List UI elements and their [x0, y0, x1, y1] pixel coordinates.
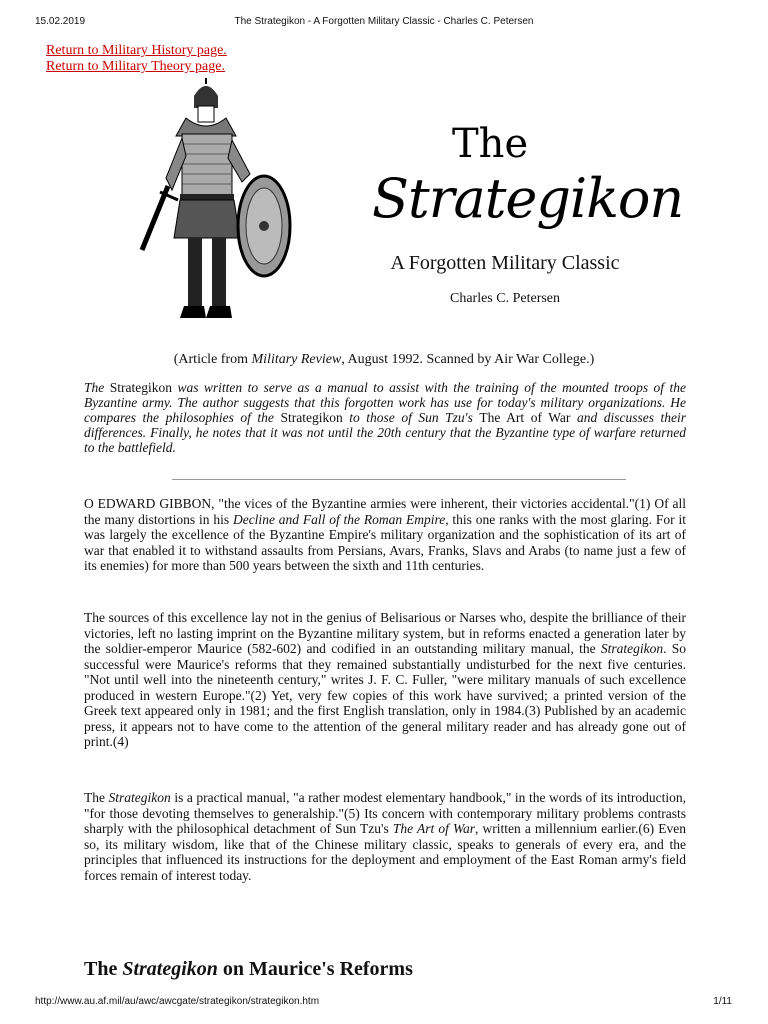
title-the: The	[452, 121, 529, 167]
source-note-suffix: , August 1992. Scanned by Air War College.)	[341, 352, 595, 367]
paragraph-2	[84, 610, 686, 750]
p3-a: The	[84, 790, 105, 805]
abstract-t1: The	[84, 380, 105, 395]
p1-book-title: Decline and Fall of the Roman Empire	[232, 511, 446, 527]
nav-links	[46, 43, 227, 75]
abstract-strategikon-1: Strategikon	[109, 380, 172, 395]
page-number: 1/11	[713, 996, 732, 1007]
p2-c: . So successful were Maurice's reforms that they remained substantially undisturbed for the next five centuries. "Not until well into the nineteenth century," writes J. F. C. Fuller, "were military manuals of such excellence produced in western Europe."(2) Yet, very few copies of this work have survived; a printed version of the Greek text appeared only in 1981; and the first English translation, only in 1984.(3) Published by an academic press, it appears not to have come to the attention of the general military reader and has already gone out of print.(4)	[84, 641, 686, 749]
abstract-strategikon-2: Strategikon	[280, 410, 343, 425]
title-strategikon: Strategikon	[372, 167, 684, 230]
author: Charles C. Petersen	[449, 291, 561, 306]
source-note	[84, 352, 684, 368]
p1-c: , this one ranks with the most glaring. For it was largely the excellence of the Byzantine Empire's military organization and the sophistication of its art of war that enabled it to withstand assaults from Persians, Avars, Franks, Slavs and Arabs (to name just a few of its enemies) for more than 500 years between the sixth and 11th centuries.	[84, 511, 686, 573]
source-note-journal: Military Review	[251, 352, 342, 367]
byzantine-soldier-illustration	[132, 78, 292, 328]
p2-a: The sources of this excellence lay not in the genius of Belisarious or Narses who, despite the brilliance of their victories, left no lasting imprint on the Byzantine military system, but in reforms enacted a generation later by the soldier-emperor Maurice (582-602) and codified in an outstanding military manual, the	[84, 610, 686, 656]
p3-art-of-war: The Art of War	[392, 821, 475, 836]
p3-c: is a practical manual, "a rather modest elementary handbook," in the words of its introduction, "for those devoting themselves to generalship."(5) Its concern with contemporary military problems contrasts sharply with the philosophical detachment of Sun Tzu's	[84, 790, 686, 836]
print-footer	[0, 996, 768, 1012]
p3-strategikon: Strategikon	[108, 790, 171, 805]
subtitle: A Forgotten Military Classic	[390, 252, 620, 274]
divider	[172, 479, 626, 480]
abstract-art-of-war: The Art of War	[479, 410, 571, 425]
print-title: The Strategikon - A Forgotten Military Classic - Charles C. Petersen	[234, 16, 534, 27]
source-note-prefix: (Article from	[173, 352, 252, 367]
abstract-t5: to those of Sun Tzu's	[349, 410, 473, 425]
abstract	[84, 380, 686, 455]
p3-e: , written a millennium earlier.(6) Even so, its military wisdom, like that of the Chinese military classic, speaks to generals of every era, and the principles that influenced its instructions for the deployment and employment of the East Roman army's field forces remain of interest today.	[84, 821, 686, 883]
section-heading	[84, 957, 413, 981]
heading-strategikon: Strategikon	[122, 958, 218, 980]
abstract-t3: was written to serve as a manual to assist with the training of the mounted troops of the Byzantine army. The author suggests that this forgotten work has use for today's military organizations. He compares the philosophies of the	[84, 380, 687, 425]
military-history-link[interactable]: Return to Military History page.	[46, 43, 227, 58]
paragraph-3	[84, 790, 686, 883]
print-date: 15.02.2019	[35, 16, 86, 27]
print-url: http://www.au.af.mil/au/awc/awcgate/strategikon/strategikon.htm	[35, 996, 320, 1007]
p2-strategikon: Strategikon	[600, 641, 664, 656]
paragraph-1	[84, 496, 686, 574]
p1-a: O EDWARD GIBBON, "the vices of the Byzantine armies were inherent, their victories accidental."(1) Of all the many distortions in his	[84, 496, 686, 527]
abstract-t7: and discusses their differences. Finally, he notes that it was not until the 20th century that the Byzantine type of warfare returned to the battlefield.	[84, 410, 687, 455]
military-theory-link[interactable]: Return to Military Theory page.	[46, 59, 225, 74]
print-header	[0, 6, 768, 27]
heading-a: The	[84, 958, 118, 980]
heading-c: on Maurice's Reforms	[222, 958, 413, 980]
